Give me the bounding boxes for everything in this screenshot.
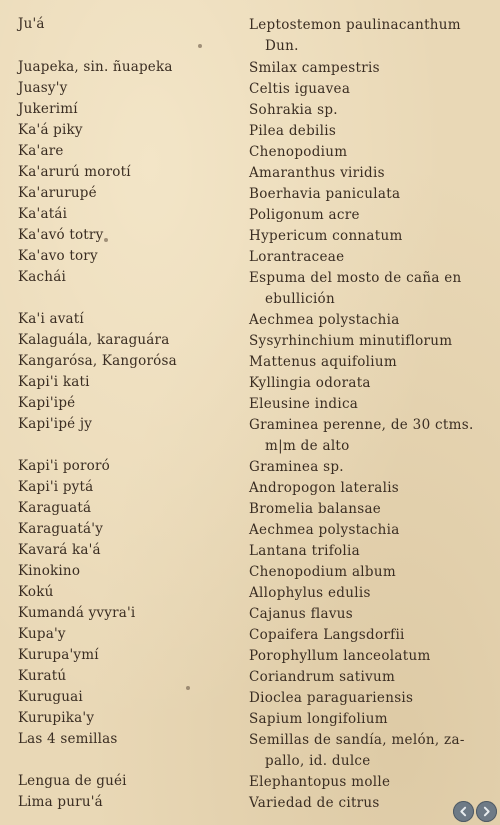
entry-definition <box>249 646 481 667</box>
entry-definition <box>249 394 481 415</box>
entry-definition <box>249 373 481 394</box>
entry-definition <box>249 562 481 583</box>
entry-definition-text: Cajanus flavus <box>249 606 354 622</box>
entry-term: Kinokino <box>18 563 81 579</box>
entry-definition <box>249 15 481 57</box>
entry-definition <box>249 79 481 100</box>
entry-definition-text: Espuma del mosto de caña en <box>249 270 462 286</box>
entry-definition-text: Graminea perenne, de 30 ctms. <box>249 417 474 433</box>
entry-term: Ka'arurú morotí <box>18 164 131 180</box>
entry-definition <box>249 268 481 310</box>
entry-term: Kapi'ipé <box>18 395 76 411</box>
entry-definition-text: Allophylus edulis <box>249 585 371 601</box>
entry-definition-text: Eleusine indica <box>249 396 359 412</box>
chevron-left-icon <box>457 805 470 818</box>
entry-definition-text: Coriandrum sativum <box>249 669 396 685</box>
entry-term: Ka'arurupé <box>18 185 97 201</box>
entry-term: Ka'atái <box>18 206 68 222</box>
entry-term: Ka'á piky <box>18 122 83 138</box>
entry-definition <box>249 352 481 373</box>
entry-term: Kalaguála, karaguára <box>18 332 170 348</box>
entry-definition <box>249 478 481 499</box>
entry-definition-text: Celtis iguavea <box>249 81 351 97</box>
entry-term: Ka'i avatí <box>18 311 84 327</box>
entry-term: Juapeka, sin. ñuapeka <box>18 59 173 75</box>
entry-definition-text: Chenopodium album <box>249 564 396 580</box>
entry-definition-text: Sohrakia sp. <box>249 102 338 118</box>
chevron-right-icon <box>480 805 493 818</box>
entry-term: Kurupika'y <box>18 710 95 726</box>
entry-definition-text: Lantana trifolia <box>249 543 361 559</box>
entry-definition-text: Amaranthus viridis <box>249 165 385 181</box>
entry-definition-text: Copaifera Langsdorfii <box>249 627 405 643</box>
entry-term: Ka'avo tory <box>18 248 98 264</box>
entry-term: Kapi'i pororó <box>18 458 110 474</box>
entry-definition <box>249 184 481 205</box>
entry-definition <box>249 499 481 520</box>
entry-definition <box>249 541 481 562</box>
next-page-button[interactable] <box>476 801 497 822</box>
entry-term: Kavará ka'á <box>18 542 101 558</box>
entry-definition-text: Chenopodium <box>249 144 348 160</box>
entry-definition <box>249 793 481 814</box>
entry-definition <box>249 247 481 268</box>
entry-definition <box>249 520 481 541</box>
entry-term: Kapi'i pytá <box>18 479 94 495</box>
entry-definition <box>249 457 481 478</box>
entry-term: Kapi'i kati <box>18 374 90 390</box>
entry-term: Kapi'ipé jy <box>18 416 93 432</box>
entry-definition <box>249 331 481 352</box>
entry-definition <box>249 226 481 247</box>
entry-definition-continuation: m|m de alto <box>265 438 350 454</box>
paper-speck <box>104 238 108 242</box>
entry-definition-text: Kyllingia odorata <box>249 375 371 391</box>
entry-definition <box>249 604 481 625</box>
entry-definition-text: Aechmea polystachia <box>249 312 400 328</box>
entry-definition <box>249 415 481 457</box>
entry-definition-continuation: Dun. <box>265 38 299 54</box>
entry-definition-text: Variedad de citrus <box>249 795 380 811</box>
entry-definition-text: Aechmea polystachia <box>249 522 400 538</box>
entry-term: Kumandá yvyra'i <box>18 605 136 621</box>
entry-definition <box>249 772 481 793</box>
entry-definition-continuation: pallo, id. dulce <box>265 753 371 769</box>
entry-term: Ju'á <box>18 16 45 32</box>
entry-definition-text: Boerhavia paniculata <box>249 186 401 202</box>
entry-definition <box>249 121 481 142</box>
entry-definition-text: Sapium longifolium <box>249 711 388 727</box>
entry-term: Juasy'y <box>18 80 68 96</box>
entry-definition <box>249 688 481 709</box>
entry-term: Jukerimí <box>18 101 78 117</box>
entry-definition-text: Elephantopus molle <box>249 774 391 790</box>
entry-term: Kachái <box>18 269 66 285</box>
entry-definition-text: Porophyllum lanceolatum <box>249 648 431 664</box>
paper-speck <box>186 686 190 690</box>
entry-term: Kupa'y <box>18 626 66 642</box>
entry-term: Lengua de guéi <box>18 773 127 789</box>
entry-term: Lima puru'á <box>18 794 103 810</box>
entry-definition-text: Mattenus aquifolium <box>249 354 397 370</box>
entry-definition <box>249 625 481 646</box>
entry-term: Las 4 semillas <box>18 731 118 747</box>
entry-term: Ka'are <box>18 143 64 159</box>
entry-definition-text: Pilea debilis <box>249 123 337 139</box>
entry-definition-text: Poligonum acre <box>249 207 360 223</box>
entry-definition <box>249 205 481 226</box>
entry-definition <box>249 100 481 121</box>
entry-definition-text: Sysyrhinchium minutiflorum <box>249 333 453 349</box>
entry-term: Karaguatá'y <box>18 521 104 537</box>
entry-definition <box>249 142 481 163</box>
entry-definition-text: Bromelia balansae <box>249 501 382 517</box>
entry-term: Kuratú <box>18 668 67 684</box>
entry-definition-text: Smilax campestris <box>249 60 380 76</box>
entry-definition <box>249 163 481 184</box>
paper-speck <box>198 44 202 48</box>
entry-definition-text: Semillas de sandía, melón, za- <box>249 732 465 748</box>
prev-page-button[interactable] <box>453 801 474 822</box>
entry-definition <box>249 310 481 331</box>
entry-definition <box>249 58 481 79</box>
entry-definition-text: Dioclea paraguariensis <box>249 690 414 706</box>
entry-definition-text: Andropogon lateralis <box>249 480 400 496</box>
entry-term: Kurupa'ymí <box>18 647 99 663</box>
entry-definition-text: Leptostemon paulinacanthum <box>249 17 461 33</box>
entry-definition <box>249 709 481 730</box>
entry-definition-text: Hypericum connatum <box>249 228 403 244</box>
entry-term: Karaguatá <box>18 500 92 516</box>
entry-term: Kangarósa, Kangorósa <box>18 353 177 369</box>
entry-term: Ka'avó totry <box>18 227 104 243</box>
entry-definition <box>249 583 481 604</box>
entry-definition <box>249 730 481 772</box>
entry-definition-continuation: ebullición <box>265 291 335 307</box>
entry-definition-text: Graminea sp. <box>249 459 344 475</box>
entry-term: Kuruguai <box>18 689 83 705</box>
entry-definition-text: Lorantraceae <box>249 249 345 265</box>
entry-term: Kokú <box>18 584 54 600</box>
entry-definition <box>249 667 481 688</box>
